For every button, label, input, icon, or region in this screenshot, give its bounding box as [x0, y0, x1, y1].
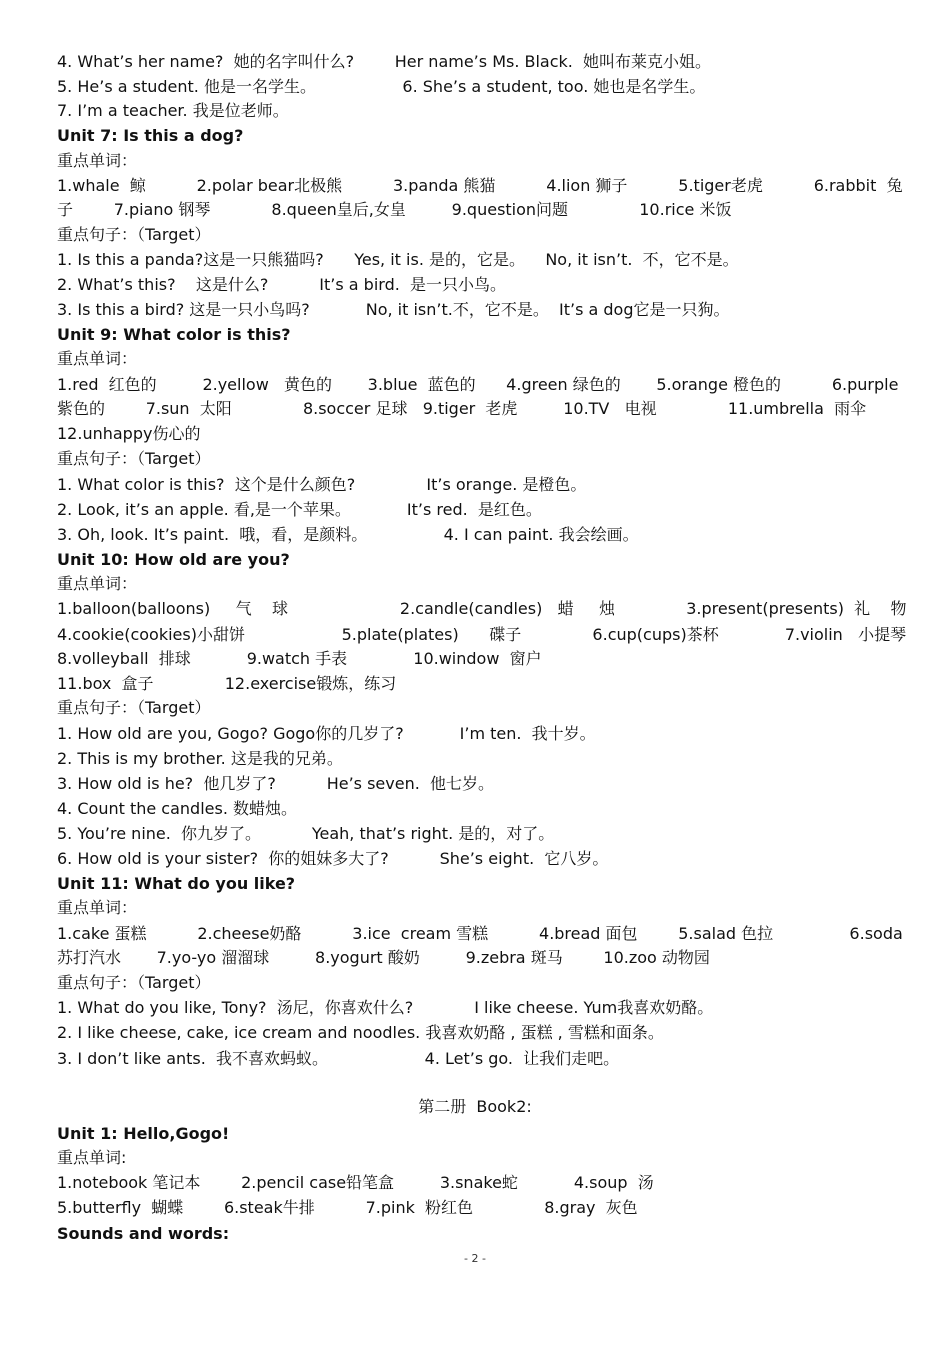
text-line: 5. He’s a student. 他是一名学生。 6. She’s a student, too. 她也是名学生。: [57, 77, 706, 96]
text-line: 11.box 盒子 12.exercise锻炼，练习: [57, 674, 397, 693]
text-line: 3. Is this a bird? 这是一只小鸟吗? No, it isn’t.不，它不是。 It’s a dog它是一只狗。: [57, 300, 730, 319]
section-label: 重点句子：（Target）: [57, 449, 211, 468]
text-line: 1.balloon(balloons) 气 球 2.candle(candles) 蜡 烛 3.present(presents) 礼 物: [57, 599, 907, 618]
text-line: 1.whale 鲸 2.polar bear北极熊 3.panda 熊猫 4.lion 狮子 5.tiger老虎 6.rabbit 兔: [57, 176, 903, 195]
text-line: 4.cookie(cookies)小甜饼 5.plate(plates) 碟子 6.cup(cups)茶杯 7.violin 小提琴: [57, 625, 907, 644]
text-line: 3. How old is he? 他几岁了? He’s seven. 他七岁。: [57, 774, 494, 793]
text-line: 1.red 红色的 2.yellow 黄色的 3.blue 蓝色的 4.green 绿色的 5.orange 橙色的 6.purple: [57, 375, 899, 394]
text-line: 4. Count the candles. 数蜡烛。: [57, 799, 297, 818]
text-line: 子 7.piano 钢琴 8.queen皇后,女皇 9.question问题 10.rice 米饭: [57, 200, 732, 219]
text-line: 1.notebook 笔记本 2.pencil case铅笔盒 3.snake蛇 4.soup 汤: [57, 1173, 654, 1192]
section-label: 重点单词：: [57, 151, 138, 170]
unit-heading: Unit 10: How old are you?: [57, 550, 290, 569]
text-line: 2. What’s this? 这是什么? It’s a bird. 是一只小鸟。: [57, 275, 506, 294]
text-line: 5. You’re nine. 你九岁了。 Yeah, that’s right. 是的，对了。: [57, 824, 555, 843]
unit-heading: Unit 1: Hello,Gogo!: [57, 1124, 230, 1143]
section-label: 重点句子：（Target）: [57, 225, 211, 244]
text-line: 12.unhappy伤心的: [57, 424, 201, 443]
page-number: - 2 -: [464, 1252, 486, 1265]
text-line: 1. What color is this? 这个是什么颜色? It’s orange. 是橙色。: [57, 475, 587, 494]
unit-heading: Unit 11: What do you like?: [57, 874, 296, 893]
text-line: 4. What’s her name? 她的名字叫什么? Her name’s Ms. Black. 她叫布莱克小姐。: [57, 52, 712, 71]
text-line: 6. How old is your sister? 你的姐妹多大了? She’s eight. 它八岁。: [57, 849, 609, 868]
text-line: 苏打汽水 7.yo-yo 溜溜球 8.yogurt 酸奶 9.zebra 斑马 10.zoo 动物园: [57, 948, 710, 967]
text-line: 1. How old are you, Gogo? Gogo你的几岁了? I’m ten. 我十岁。: [57, 724, 596, 743]
text-line: 5.butterfly 蝴蝶 6.steak牛排 7.pink 粉红色 8.gray 灰色: [57, 1198, 638, 1217]
text-line: 2. This is my brother. 这是我的兄弟。: [57, 749, 343, 768]
unit-heading: Unit 7: Is this a dog?: [57, 126, 244, 145]
text-line: 8.volleyball 排球 9.watch 手表 10.window 窗户: [57, 649, 542, 668]
text-line: 1.cake 蛋糕 2.cheese奶酪 3.ice cream 雪糕 4.bread 面包 5.salad 色拉 6.soda: [57, 924, 903, 943]
section-label: 重点句子：（Target）: [57, 698, 211, 717]
section-heading: Sounds and words:: [57, 1224, 230, 1243]
text-line: 2. Look, it’s an apple. 看,是一个苹果。 It’s red. 是红色。: [57, 500, 542, 519]
text-line: 2. I like cheese, cake, ice cream and noodles. 我喜欢奶酪 , 蛋糕 , 雪糕和面条。: [57, 1023, 664, 1042]
section-label: 重点单词：: [57, 349, 138, 368]
unit-heading: Unit 9: What color is this?: [57, 325, 291, 344]
section-label: 重点单词：: [57, 574, 138, 593]
book-heading: 第二册 Book2:: [418, 1097, 532, 1116]
text-line: 1. Is this a panda?这是一只熊猫吗? Yes, it is. 是的，它是。 No, it isn’t. 不，它不是。: [57, 250, 739, 269]
text-line: 3. Oh, look. It’s paint. 哦，看，是颜料。 4. I can paint. 我会绘画。: [57, 525, 639, 544]
text-line: 1. What do you like, Tony? 汤尼，你喜欢什么? I like cheese. Yum我喜欢奶酪。: [57, 998, 714, 1017]
section-label: 重点单词:: [57, 1148, 127, 1167]
text-line: 7. I’m a teacher. 我是位老师。: [57, 101, 289, 120]
section-label: 重点句子：（Target）: [57, 973, 211, 992]
text-line: 3. I don’t like ants. 我不喜欢蚂蚁。 4. Let’s go. 让我们走吧。: [57, 1049, 620, 1068]
text-line: 紫色的 7.sun 太阳 8.soccer 足球 9.tiger 老虎 10.TV 电视 11.umbrella 雨伞: [57, 399, 867, 418]
section-label: 重点单词：: [57, 898, 138, 917]
